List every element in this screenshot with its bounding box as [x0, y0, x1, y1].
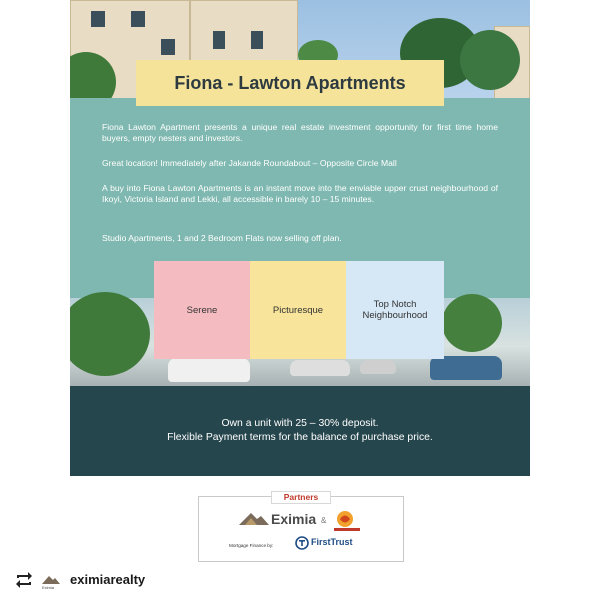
page-title: Fiona - Lawton Apartments [174, 72, 406, 93]
tree [70, 292, 150, 376]
car [168, 358, 250, 382]
car [290, 360, 350, 376]
feature-label: Top Notch Neighbourhood [362, 299, 428, 321]
firsttrust-logo-text: FirstTrust [311, 537, 353, 547]
car [430, 356, 502, 380]
offer-paragraph: Studio Apartments, 1 and 2 Bedroom Flats now selling off plan. [102, 233, 342, 243]
partners-card [198, 492, 404, 562]
tree [460, 30, 520, 90]
mortgage-finance-label: Mortgage Finance by: [229, 543, 274, 548]
feature-top-notch-neighbourhood [346, 261, 444, 359]
neighbourhood-paragraph: A buy into Fiona Lawton Apartments is an instant move into the enviable upper crust neighbourhood of Ikoyi, Victoria Island and Lekki, all accessible in barely 10 – 15 minutes. [102, 183, 498, 204]
title-banner [136, 60, 444, 106]
feature-picturesque [250, 261, 346, 359]
car [360, 360, 396, 374]
deposit-text: Own a unit with 25 – 30% deposit. [221, 418, 379, 429]
payment-terms-band [70, 386, 530, 476]
property-flyer [70, 0, 530, 476]
intro-paragraph: Fiona Lawton Apartment presents a unique real estate investment opportunity for first time home buyers, empty nesters and investors. [102, 122, 498, 143]
partners-label: Partners [271, 491, 331, 504]
payment-terms-text: Flexible Payment terms for the balance of purchase price. [167, 432, 433, 443]
location-paragraph: Great location! Immediately after Jakande Roundabout – Opposite Circle Mall [102, 158, 397, 168]
partner-logo-icon [332, 509, 362, 533]
feature-label: Picturesque [272, 304, 324, 316]
account-name-link[interactable]: eximiarealty [70, 572, 146, 587]
repost-icon[interactable] [14, 571, 34, 589]
avatar-caption: Eximia [42, 585, 55, 590]
tree [442, 294, 502, 352]
firsttrust-logo-icon [295, 536, 309, 550]
feature-label: Serene [186, 304, 218, 316]
repost-attribution-bar [0, 563, 600, 600]
eximia-logo-text: Eximia [271, 511, 317, 527]
ampersand: & [321, 516, 327, 525]
feature-serene [154, 261, 250, 359]
eximia-logo-icon [239, 511, 269, 525]
